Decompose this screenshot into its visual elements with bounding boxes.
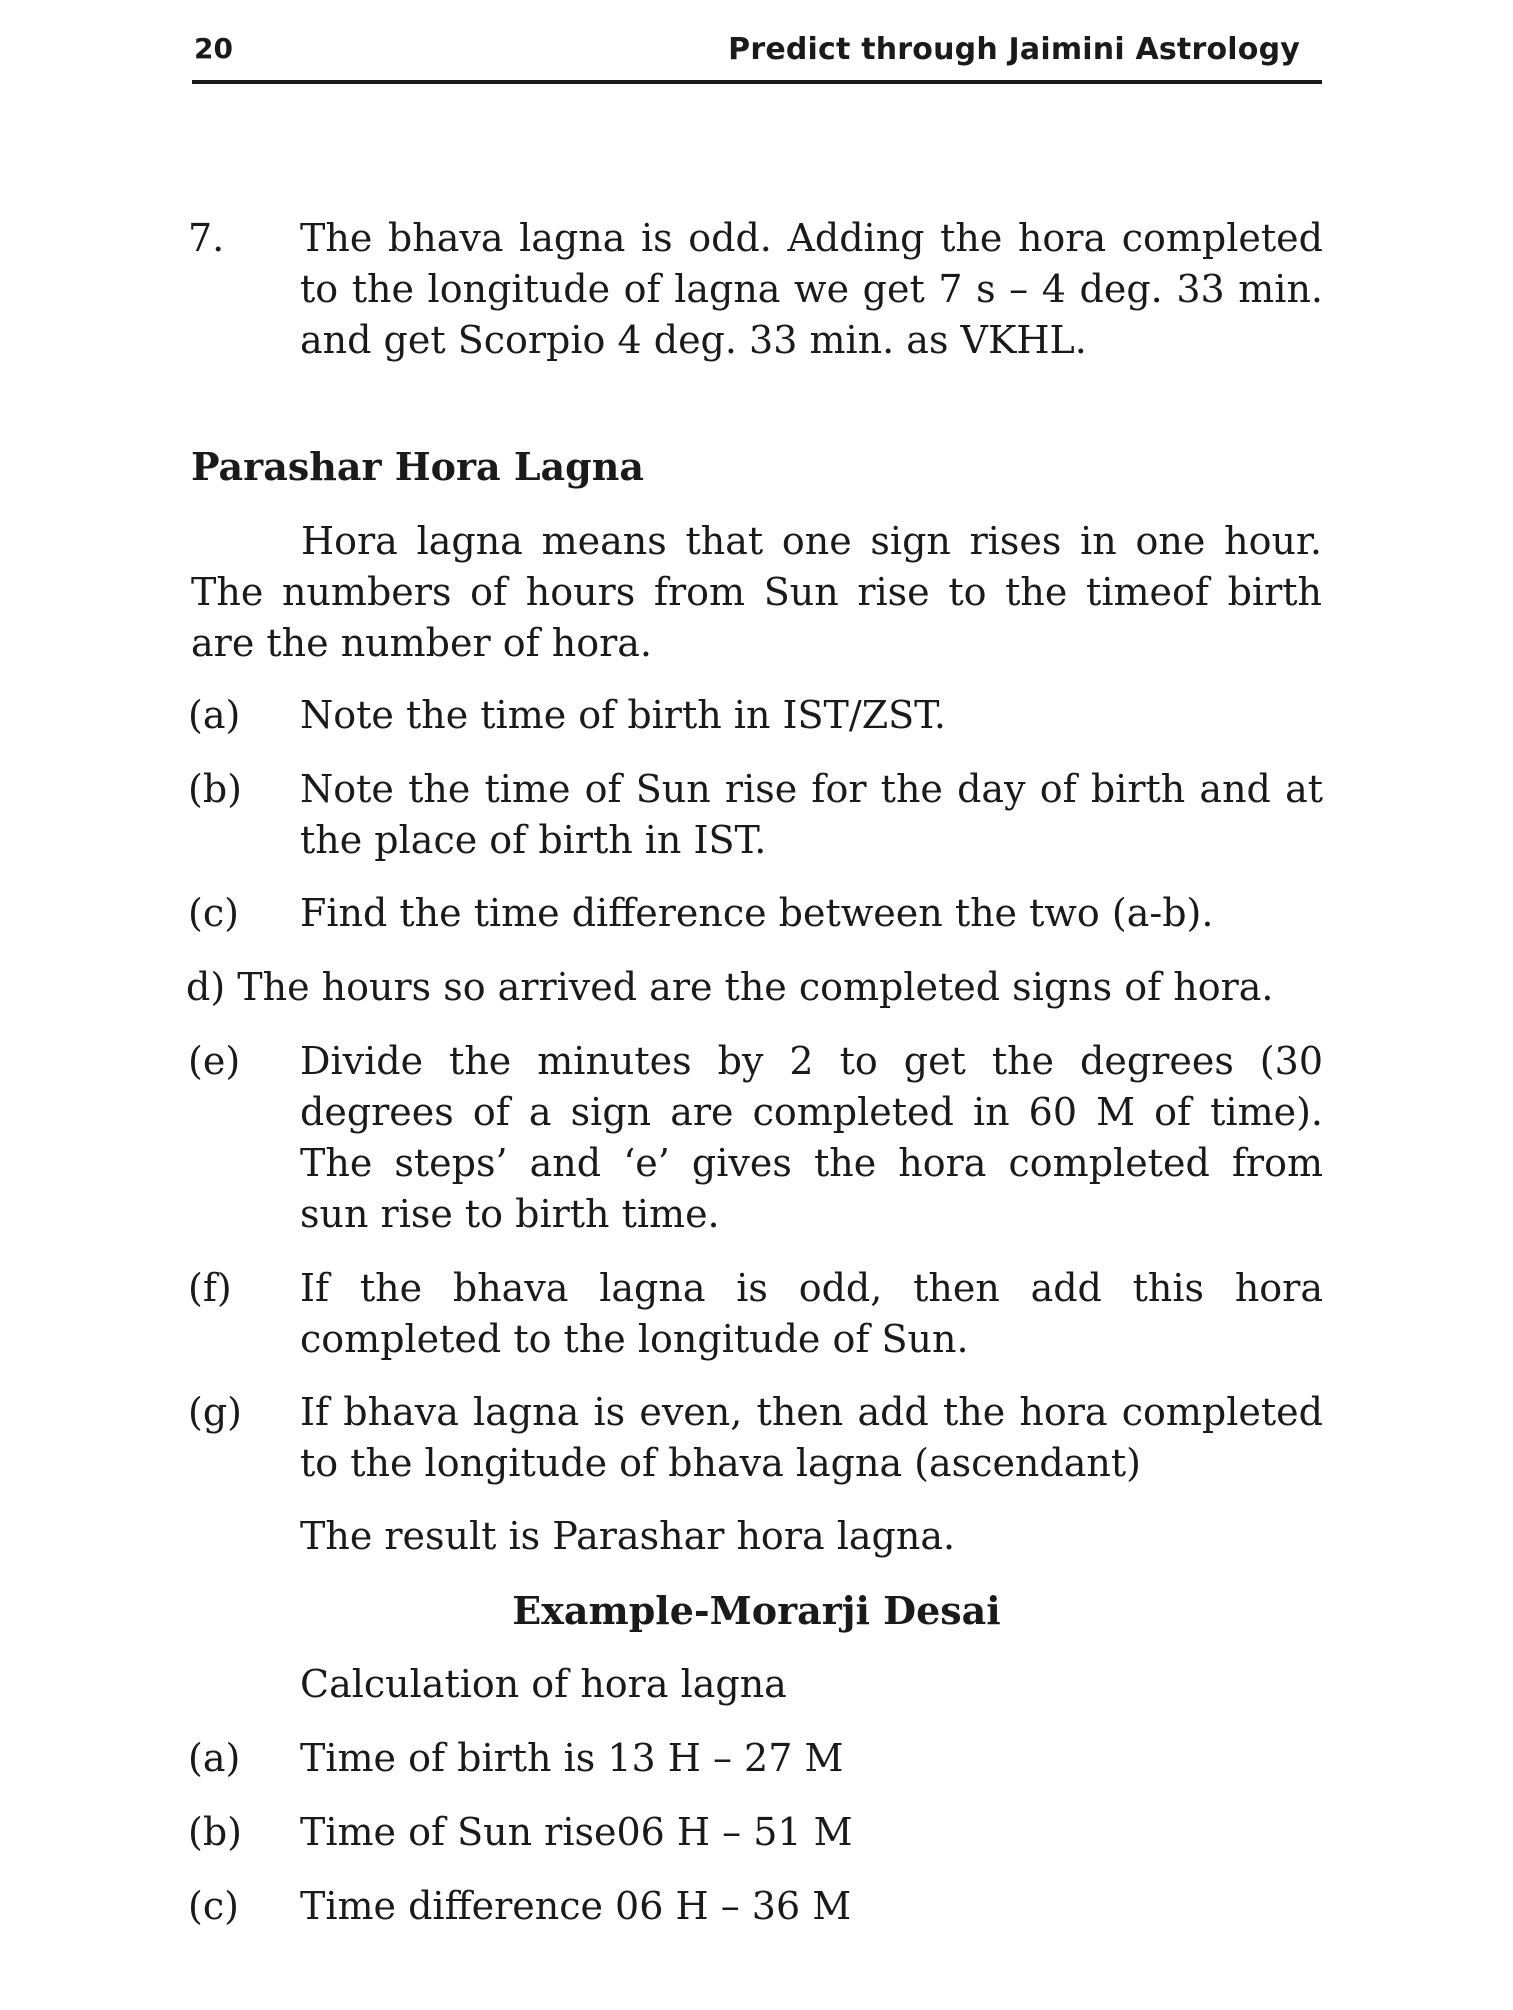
step-a <box>188 690 1323 741</box>
item-marker: (a) <box>188 1736 241 1780</box>
example-item-c <box>188 1881 1323 1932</box>
item-text: Divide the minutes by 2 to get the degrees (30 degrees of a sign are completed in 60 M of time). The steps’ and ‘e’ gives the hora completed from sun rise to birth time. <box>300 1039 1323 1236</box>
item-text: Time of birth is 13 H – 27 M <box>300 1736 844 1780</box>
item-text: The bhava lagna is odd. Adding the hora completed to the longitude of lagna we get 7 s – 4 deg. 33 min. and get Scorpio 4 deg. 33 min. as VKHL. <box>300 216 1323 362</box>
example-heading: Example-Morarji Desai <box>512 1588 1001 1633</box>
item-marker: (c) <box>188 1884 239 1928</box>
intro-paragraph: Hora lagna means that one sign rises in one hour. The numbers of hours from Sun rise to the timeof birth are the number of hora. <box>191 519 1322 665</box>
page-number: 20 <box>194 32 233 65</box>
item-marker: (b) <box>188 767 242 811</box>
item-marker: (c) <box>188 891 239 935</box>
item-marker: (e) <box>188 1039 241 1083</box>
item-marker: d) <box>186 965 226 1009</box>
step-b <box>188 764 1323 866</box>
item-text: The hours so arrived are the completed signs of hora. <box>237 965 1274 1009</box>
example-item-b <box>188 1807 1323 1858</box>
item-marker: (a) <box>188 693 241 737</box>
item-marker: (b) <box>188 1810 242 1854</box>
item-text: Note the time of birth in IST/ZST. <box>300 693 946 737</box>
item-text: Time difference 06 H – 36 M <box>300 1884 852 1928</box>
item-text: Time of Sun rise06 H – 51 M <box>300 1810 853 1854</box>
item-marker: (g) <box>188 1390 242 1434</box>
step-d <box>186 962 1326 1013</box>
running-header <box>192 30 1322 84</box>
item-text: If bhava lagna is even, then add the hora completed to the longitude of bhava lagna (ascendant) <box>300 1390 1323 1485</box>
step-c <box>188 888 1323 939</box>
step-g <box>188 1387 1323 1489</box>
item-text: If the bhava lagna is odd, then add this hora completed to the longitude of Sun. <box>300 1266 1323 1361</box>
result-line: The result is Parashar hora lagna. <box>300 1514 956 1558</box>
numbered-item-7 <box>188 213 1323 423</box>
example-item-a <box>188 1733 1323 1784</box>
running-title: Predict through Jaimini Astrology <box>728 32 1300 67</box>
item-marker: 7. <box>188 216 225 260</box>
item-marker: (f) <box>188 1266 232 1310</box>
example-subheading: Calculation of hora lagna <box>300 1662 787 1706</box>
step-e <box>188 1036 1323 1240</box>
item-text: Note the time of Sun rise for the day of birth and at the place of birth in IST. <box>300 767 1323 862</box>
item-text: Find the time difference between the two (a-b). <box>300 891 1214 935</box>
step-f <box>188 1263 1323 1365</box>
section-heading: Parashar Hora Lagna <box>191 444 644 489</box>
